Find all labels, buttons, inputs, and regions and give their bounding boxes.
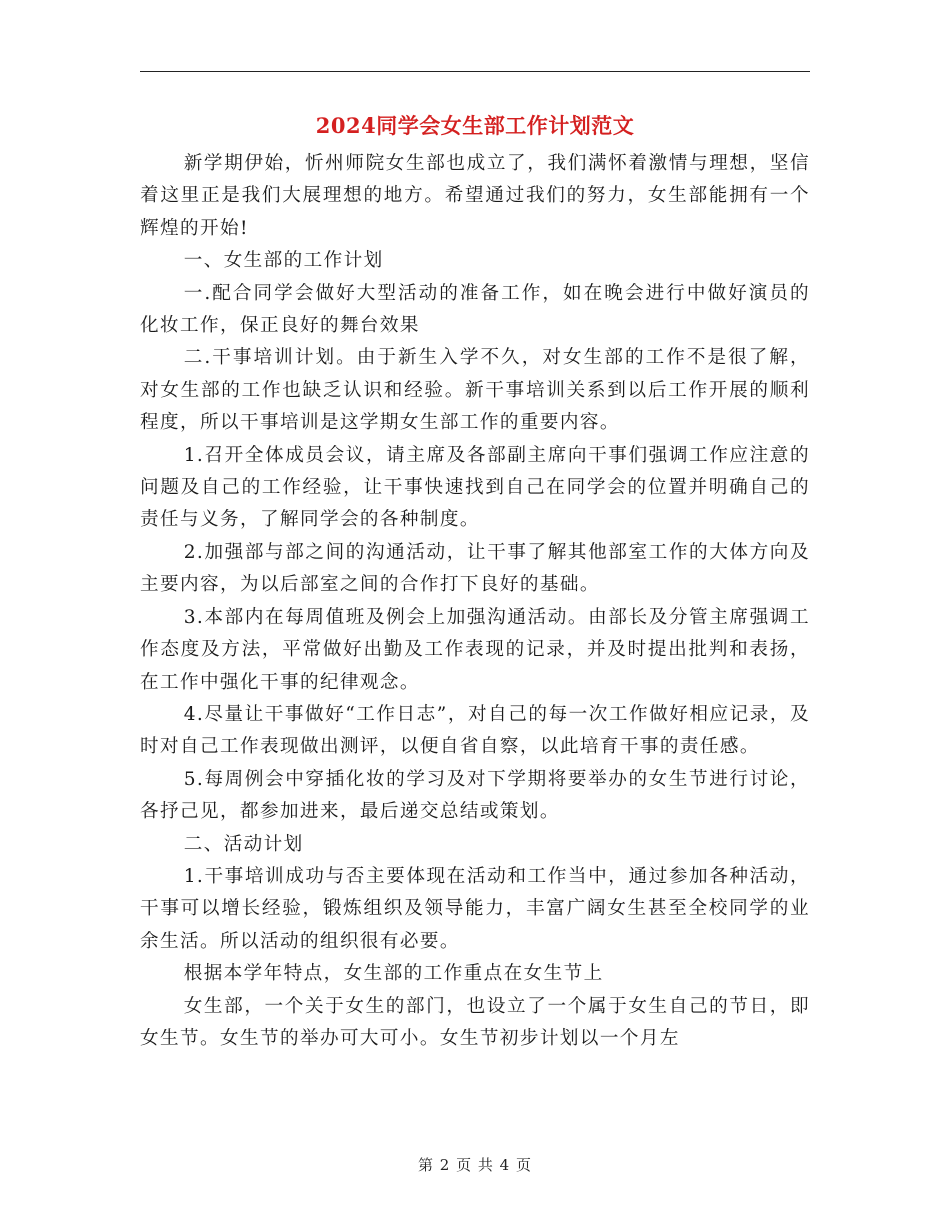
document-body [140, 148, 810, 1055]
paragraph-girls-day: 女生部，一个关于女生的部门，也设立了一个属于女生自己的节日，即女生节。女生节的举办可大可小。女生节初步计划以一个月左 [140, 995, 810, 1049]
paragraph-point-3: 3.本部内在每周值班及例会上加强沟通活动。由部长及分管主席强调工作态度及方法，平常做好出勤及工作表现的记录，并及时提出批判和表扬，在工作中强化干事的纪律观念。 [140, 606, 810, 693]
section-heading-activity-plan: 二、活动计划 [183, 833, 304, 855]
paragraph-point-5: 5.每周例会中穿插化妆的学习及对下学期将要举办的女生节进行讨论，各抒己见，都参加进来，最后递交总结或策划。 [140, 768, 810, 823]
paragraph-point-4: 4.尽量让干事做好“工作日志”，对自己的每一次工作做好相应记录，及时对自己工作表现做出测评，以便自省自察，以此培育干事的责任感。 [140, 703, 810, 758]
paragraph-activity-1: 1.干事培训成功与否主要体现在活动和工作当中，通过参加各种活动，干事可以增长经验，锻炼组织及领导能力，丰富广阔女生甚至全校同学的业余生活。所以活动的组织很有必要。 [140, 865, 810, 952]
paragraph-focus: 根据本学年特点，女生部的工作重点在女生节上 [183, 963, 604, 985]
page-number-footer: 第 2 页 共 4 页 [418, 1156, 532, 1174]
paragraph-intro: 新学期伊始，忻州师院女生部也成立了，我们满怀着激情与理想，坚信着这里正是我们大展理想的地方。希望通过我们的努力，女生部能拥有一个辉煌的开始! [140, 153, 810, 239]
document-title: 2024同学会女生部工作计划范文 [315, 113, 635, 138]
header-rule [140, 71, 810, 72]
section-heading-work-plan: 一、女生部的工作计划 [183, 250, 384, 272]
paragraph-point-1: 1.召开全体成员会议，请主席及各部副主席向干事们强调工作应注意的问题及自己的工作经验，让干事快速找到自己在同学会的位置并明确自己的责任与义务，了解同学会的各种制度。 [140, 444, 810, 531]
paragraph-item-two: 二.干事培训计划。由于新生入学不久，对女生部的工作不是很了解，对女生部的工作也缺乏认识和经验。新干事培训关系到以后工作开展的顺利程度，所以干事培训是这学期女生部工作的重要内容。 [140, 347, 810, 434]
paragraph-point-2: 2.加强部与部之间的沟通活动，让干事了解其他部室工作的大体方向及主要内容，为以后部室之间的合作打下良好的基础。 [140, 541, 810, 596]
paragraph-item-one: 一.配合同学会做好大型活动的准备工作，如在晚会进行中做好演员的化妆工作，保正良好的舞台效果 [140, 282, 810, 337]
